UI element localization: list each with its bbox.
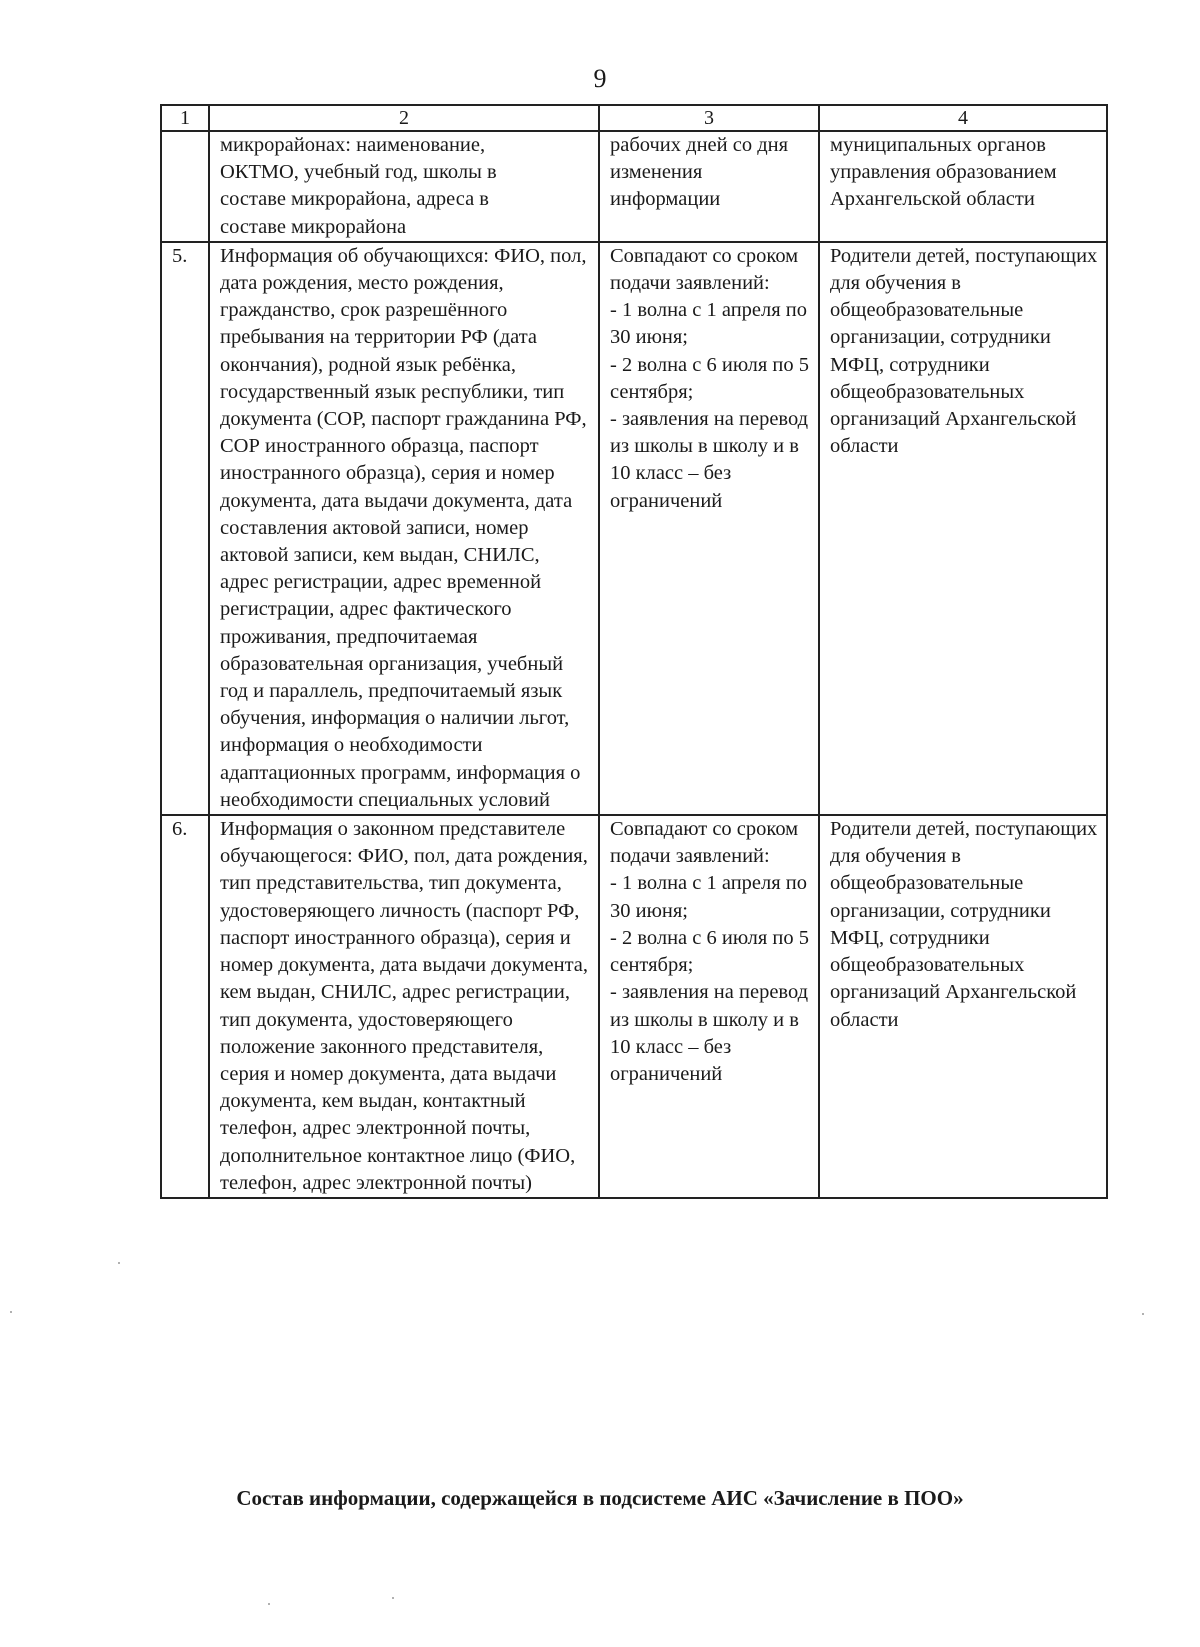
info-composition-cell [209,131,599,242]
page-number: 9 [593,64,607,93]
section-title: Состав информации, содержащейся в подсистеме АИС «Зачисление в ПОО» [236,1486,964,1510]
participants-cell [819,815,1107,1198]
deadline-cell [599,815,819,1198]
row-number: 5. [161,242,209,815]
participants-cell [819,242,1107,815]
row-number: 6. [161,815,209,1198]
scan-speck [268,1603,270,1605]
scan-speck [118,1262,120,1264]
header-cell-1: 1 [161,105,209,131]
info-composition-text: Информация о законном представителе обучающегося: ФИО, пол, дата рождения, тип представительства, тип документа, удостоверяющего личность (паспорт РФ, паспорт иностранного образца), серия и номер документа, дата выдачи документа, кем выдан, СНИЛС, адрес регистрации, тип документа, удостоверяющего положение законного представителя, серия и номер документа, дата выдачи документа, кем выдан, контактный телефон, адрес электронной почты, дополнительное контактное лицо (ФИО, телефон, адрес электронной почты) [220,818,589,1194]
deadline-cell [599,242,819,815]
deadline-cell [599,131,819,242]
table-header-row [161,105,1107,131]
table-row [161,815,1107,1198]
scan-speck [392,1597,394,1599]
deadline-text: рабочих дней со дня изменения информации [610,134,789,211]
deadline-text: Совпадают со сроком подачи заявлений: - 1 волна с 1 апреля по 30 июня; - 2 волна с 6 июля по 5 сентября; - заявления на перевод из школы в школу и в 10 класс – без ограничений [610,818,810,1085]
scan-speck [10,1311,12,1313]
info-composition-cell [209,242,599,815]
table-row [161,242,1107,815]
deadline-text: Совпадают со сроком подачи заявлений: - 1 волна с 1 апреля по 30 июня; - 2 волна с 6 июля по 5 сентября; - заявления на перевод из школы в школу и в 10 класс – без ограничений [610,244,810,512]
table-row [161,131,1107,242]
participants-text: Родители детей, поступающих для обучения в общеобразовательные организации, сотрудники МФЦ, сотрудники общеобразовательных организаций Архангельской области [830,244,1098,458]
data-table [160,104,1108,1199]
info-composition-text: Информация об обучающихся: ФИО, пол, дата рождения, место рождения, гражданство, срок разрешённого пребывания на территории РФ (дата окончания), родной язык ребёнка, государственный язык республики, тип документа (СОР, паспорт гражданина РФ, СОР иностранного образца, паспорт иностранного образца), серия и номер документа, дата выдачи документа, дата составления актовой записи, номер актовой записи, кем выдан, СНИЛС, адрес регистрации, адрес временной регистрации, адрес фактического проживания, предпочитаемая образовательная организация, учебный год и параллель, предпочитаемый язык обучения, информация о наличии льгот, информация о необходимости адаптационных программ, информация о необходимости специальных условий [220,244,587,811]
header-cell-2: 2 [209,105,599,131]
info-composition-cell [209,815,599,1198]
header-cell-4: 4 [819,105,1107,131]
participants-cell [819,131,1107,242]
info-composition-text: микрорайонах: наименование, ОКТМО, учебный год, школы в составе микрорайона, адреса в составе микрорайона [220,134,497,238]
participants-text: муниципальных органов управления образованием Архангельской области [830,134,1057,211]
scan-speck [1142,1313,1144,1315]
participants-text: Родители детей, поступающих для обучения в общеобразовательные организации, сотрудники МФЦ, сотрудники общеобразовательных организаций Архангельской области [830,818,1098,1031]
header-cell-3: 3 [599,105,819,131]
row-number [161,131,209,242]
